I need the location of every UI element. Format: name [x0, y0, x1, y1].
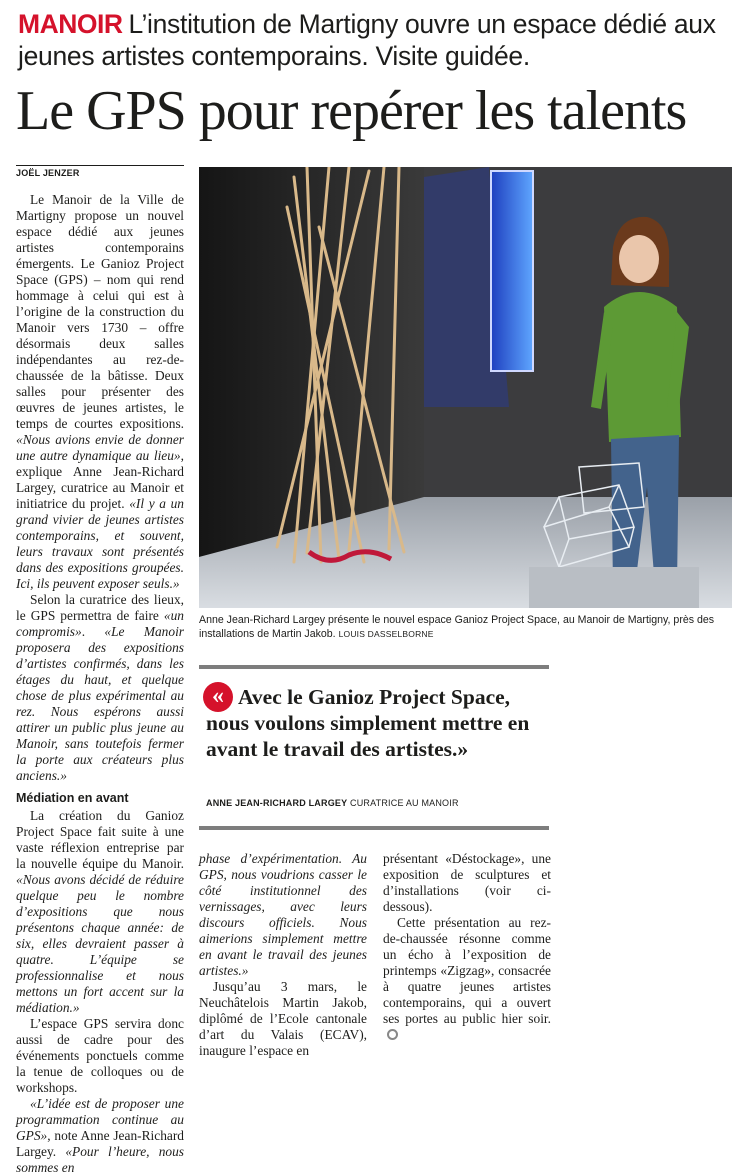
paragraph: phase d’expérimentation. Au GPS, nous voudrions casser le côté institutionnel des vernissages, avec leurs discours officiels. Nous aimerions simplement mettre en avant le travail des jeunes artistes.» — [199, 851, 367, 978]
subhead: Médiation en avant — [16, 791, 129, 805]
pullquote-author: ANNE JEAN-RICHARD LARGEY — [206, 798, 348, 808]
byline-rule — [16, 165, 184, 166]
pullquote-rule-bottom — [199, 826, 549, 830]
article-column-1 — [16, 192, 184, 1176]
paragraph: La création du Ganioz Project Space fait suite à une vaste réflexion entreprise par la nouvelle équipe du Manoir. «Nous avons décidé de réduire quelque peu le nombre d’expositions que nous présentons chaque année: de six, elles devraient passer à quatre. L’équipe se professionnalise et nous mettons un fort accent sur la médiation.» — [16, 808, 184, 1015]
kicker — [18, 8, 738, 72]
end-mark-icon — [387, 1029, 398, 1040]
pullquote-rule-top — [199, 665, 549, 669]
headline: Le GPS pour repérer les talents — [16, 80, 687, 142]
paragraph: Le Manoir de la Ville de Martigny propose un nouvel espace dédié aux jeunes artistes contemporains émergents. Le Ganioz Project Space (GPS) – nom qui rend hommage à celui qui est à l’origine de la construction du Manoir vers 1730 – offre désormais deux salles indépendantes au rez-de-chaussée de la bâtisse. Deux salles pour présenter des œuvres de jeunes artistes, le temps de courtes expositions. «Nous avions envie de donner une autre dynamique au lieu», explique Anne Jean-Richard Largey, curatrice au Manoir et initiatrice du projet. «Il y a un grand vivier de jeunes artistes contemporains, et souvent, leurs travaux sont présentés dans des expositions groupées. Ici, ils peuvent exposer seuls.» — [16, 192, 184, 591]
paragraph: présentant «Déstockage», une exposition de sculptures et d’installations (voir ci-dessous). — [383, 851, 551, 914]
paragraph: Selon la curatrice des lieux, le GPS permettra de faire «un compromis». «Le Manoir proposera des expositions d’artistes confirmés, dans les étages du haut, et quelque chose de plus expérimental au rez. Nous espérons aussi attirer un public plus jeune au Manoir, sans toutefois fermer la porte aux créateurs plus anciens.» — [16, 592, 184, 783]
photo-caption — [199, 613, 732, 641]
article-column-3 — [383, 851, 551, 1043]
kicker-keyword: MANOIR — [18, 9, 123, 39]
pullquote-text: Avec le Ganioz Project Space, nous voulons simplement mettre en avant le travail des artistes.» — [206, 685, 530, 761]
photo-credit: LOUIS DASSELBORNE — [338, 629, 434, 639]
paragraph: L’espace GPS servira donc aussi de cadre pour des événements ponctuels comme la tenue de colloques ou de workshops. — [16, 1016, 184, 1095]
quote-mark-icon: « — [203, 682, 233, 712]
paragraph: Jusqu’au 3 mars, le Neuchâtelois Martin Jakob, diplômé de l’Ecole cantonale d’art du Valais (ECAV), inaugure l’espace en — [199, 979, 367, 1058]
caption-text: Anne Jean-Richard Largey présente le nouvel espace Ganioz Project Space, au Manoir de Martigny, près des installations de Martin Jakob. — [199, 614, 715, 640]
pullquote-role: CURATRICE AU MANOIR — [350, 798, 459, 808]
paragraph: Cette présentation au rez-de-chaussée résonne comme un écho à l’exposition de printemps «Zigzag», consacrée à quatre jeunes artistes contemporains, qui a ouvert ses portes au public hier soir. — [383, 915, 551, 1043]
kicker-text: L’institution de Martigny ouvre un espace dédié aux jeunes artistes contemporains. Visite guidée. — [18, 9, 716, 71]
article-column-2 — [199, 851, 367, 1059]
pullquote-attribution — [206, 798, 459, 808]
byline: JOËL JENZER — [16, 168, 80, 178]
paragraph: «L’idée est de proposer une programmation continue au GPS», note Anne Jean-Richard Largey. «Pour l’heure, nous sommes en — [16, 1096, 184, 1175]
photo-illustration — [199, 167, 732, 608]
article-photo — [199, 167, 732, 608]
